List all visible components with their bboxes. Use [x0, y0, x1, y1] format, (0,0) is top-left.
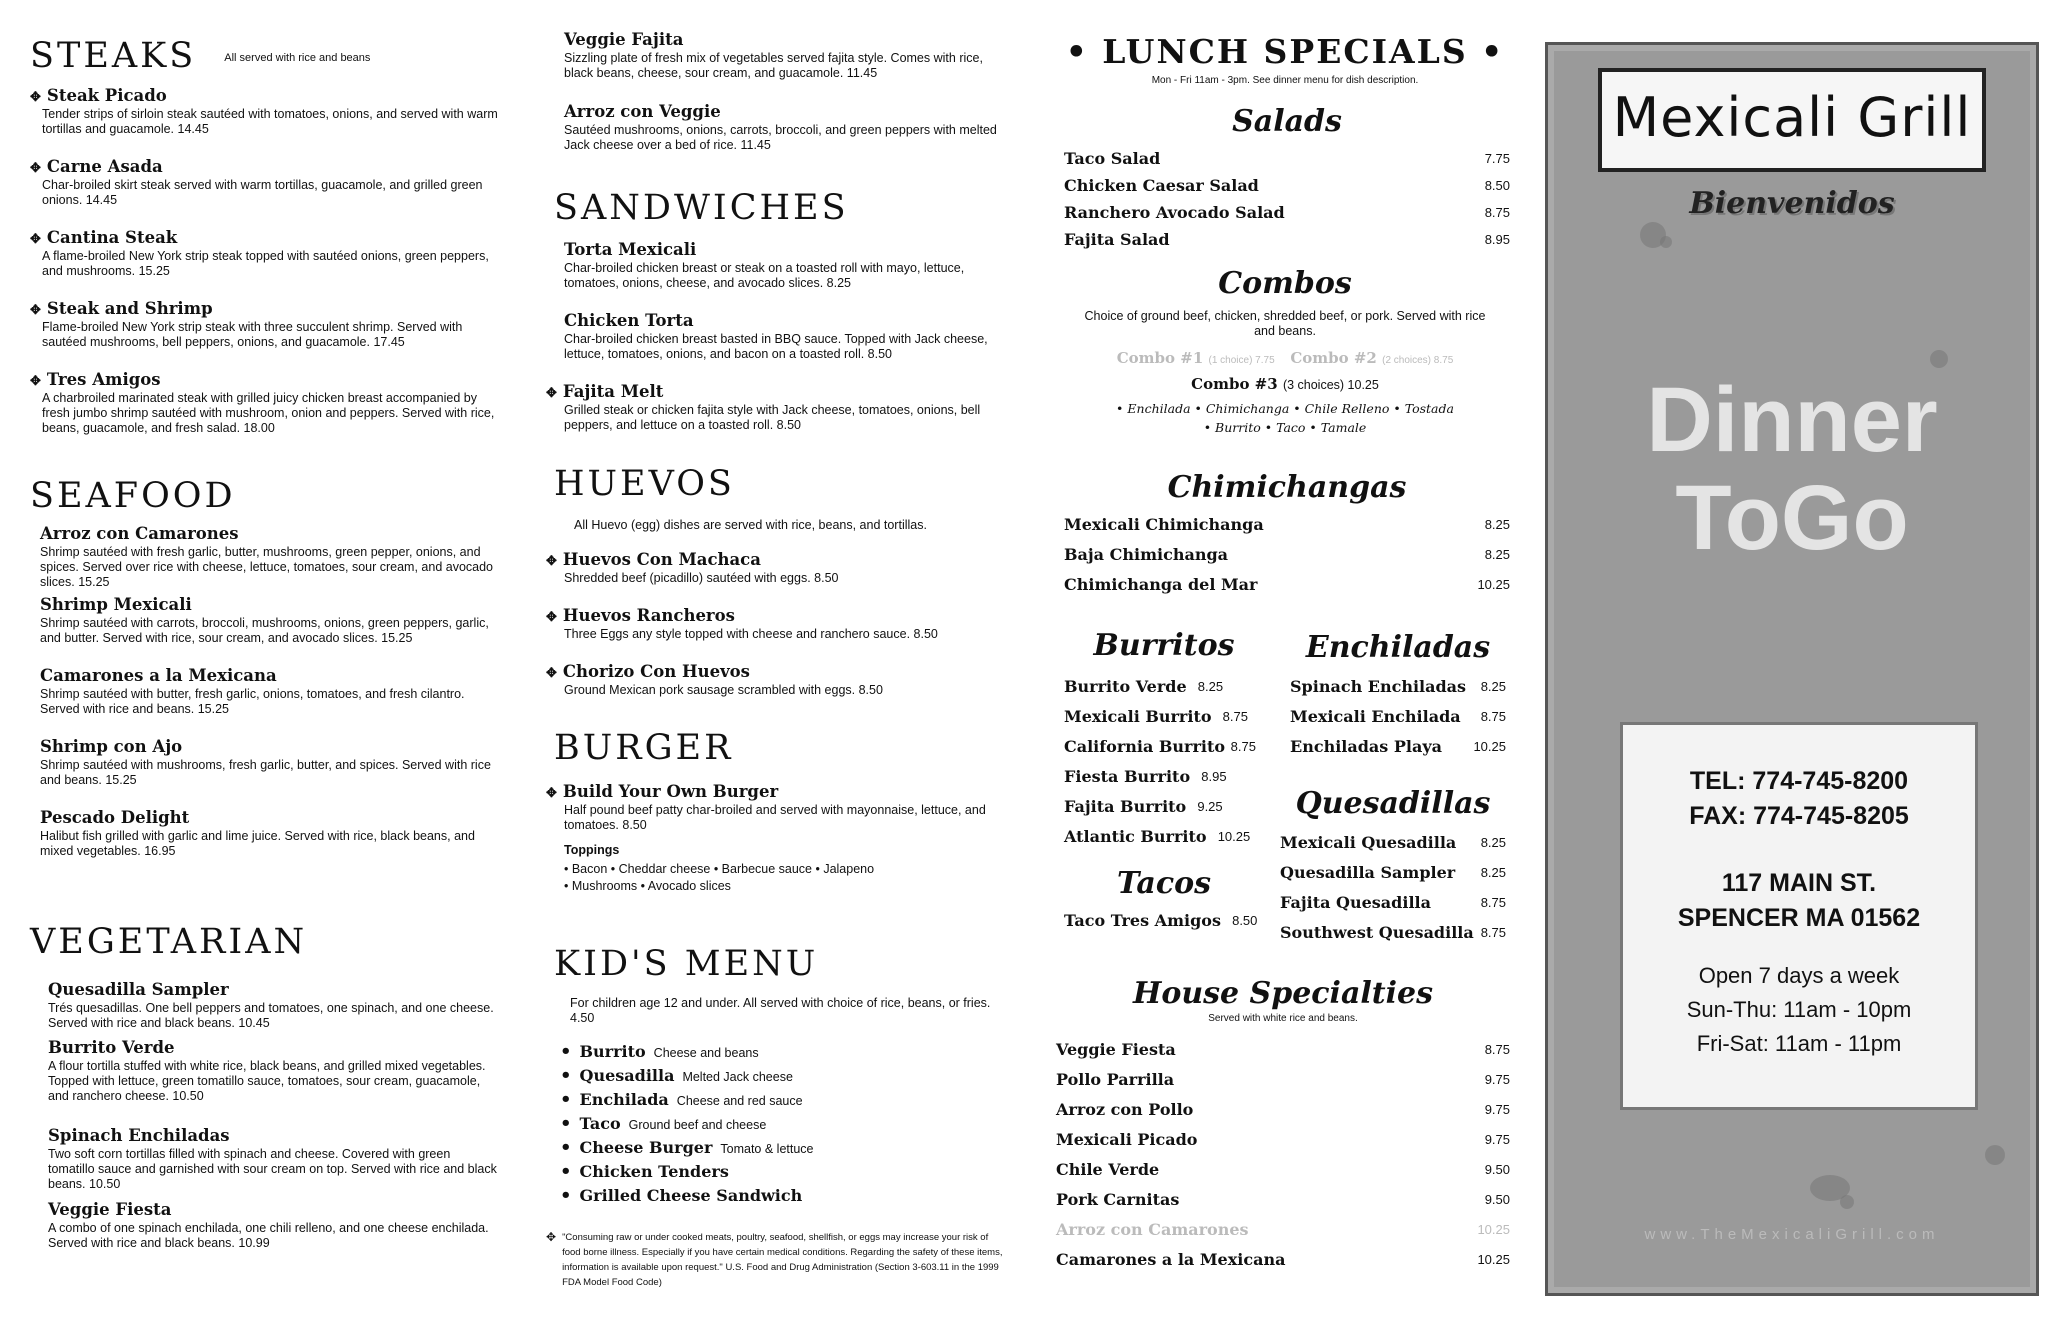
paint-splatter: [1930, 350, 1948, 368]
vegetarian-title: VEGETARIAN: [30, 922, 308, 962]
item-name: ✥ Huevos Rancheros: [546, 606, 735, 625]
address-line: SPENCER MA 01562: [1677, 904, 1921, 932]
price-row: Mexicali Burrito 8.75: [1064, 706, 1248, 726]
enchiladas-list: [1290, 671, 1506, 761]
item-name: Torta Mexicali: [564, 240, 697, 259]
enchiladas-title: Enchiladas: [1305, 630, 1491, 665]
price-row: Baja Chimichanga 8.25: [1064, 544, 1510, 564]
combos-title: Combos: [1218, 266, 1352, 301]
item-desc: Ground Mexican pork sausage scrambled with eggs. 8.50: [564, 683, 883, 697]
burritos-title: Burritos: [1093, 628, 1235, 663]
item-desc: Shredded beef (picadillo) sautéed with eggs. 8.50: [564, 571, 839, 585]
steaks-section: [30, 36, 500, 76]
price-row: Mexicali Picado 9.75: [1056, 1129, 1510, 1149]
welcome-text: Bienvenidos: [1689, 186, 1895, 221]
price-row: Chimichanga del Mar 10.25: [1064, 574, 1510, 594]
menu-item: [48, 1126, 500, 1191]
website-url: www.TheMexicaliGrill.com: [1644, 1226, 1940, 1243]
item-desc: Halibut fish grilled with garlic and lime juice. Served with rice, black beans, and mixed vegetables. 16.95: [40, 829, 475, 858]
house-list: [1056, 1034, 1510, 1274]
price-row: Taco Salad 7.75: [1064, 149, 1510, 168]
menu-item: [546, 550, 996, 594]
item-desc: Sizzling plate of fresh mix of vegetables served fajita style. Comes with rice, black beans, cheese, sour cream, and guacamole. 11.45: [564, 51, 983, 80]
combos-desc: Choice of ground beef, chicken, shredded beef, or pork. Served with rice and beans.: [1084, 309, 1486, 338]
item-name: Quesadilla Sampler: [48, 980, 229, 999]
item-desc: Trés quesadillas. One bell peppers and tomatoes, one spinach, and one cheese. Served with rice and black beans. 10.45: [48, 1001, 494, 1030]
toppings-line: • Bacon • Cheddar cheese • Barbecue sauce • Jalapeno: [564, 862, 875, 876]
fda-disclaimer: [546, 1230, 1006, 1290]
item-name: Spinach Enchiladas: [48, 1126, 230, 1145]
item-desc: Tender strips of sirloin steak sautéed with tomatoes, onions, and served with warm tortillas and guacamole. 14.45: [42, 107, 498, 136]
item-name: Veggie Fiesta: [48, 1200, 172, 1219]
lunch-header: [1060, 32, 1510, 86]
kid-item: • Taco Ground beef and cheese: [560, 1113, 767, 1134]
combos-section: [1060, 266, 1510, 435]
huevos-section: [554, 464, 1004, 547]
item-name: Chicken Torta: [564, 311, 694, 330]
item-name: ✥ Steak and Shrimp: [30, 299, 213, 318]
salads-section: [1064, 104, 1510, 253]
menu-item: [564, 311, 1014, 370]
kid-item: • Cheese Burger Tomato & lettuce: [560, 1137, 814, 1158]
menu-item: [48, 1038, 500, 1114]
menu-item: [30, 157, 500, 216]
item-name: ✥ Chorizo Con Huevos: [546, 662, 750, 681]
vegetarian-continued: [564, 30, 1014, 165]
item-desc: Shrimp sautéed with carrots, broccoli, mushrooms, onions, green peppers, garlic, and butter. Served with rice, sour cream, and avocado slices. 15.25: [40, 616, 489, 645]
kid-item: • Quesadilla Melted Jack cheese: [560, 1065, 793, 1086]
item-desc: Shrimp sautéed with mushrooms, fresh garlic, butter, and spices. Served with rice and beans. 15.25: [40, 758, 491, 787]
menu-item: [48, 980, 500, 1030]
combo-row-1: Combo #1 (1 choice) 7.75 Combo #2 (2 choices) 8.75: [1116, 349, 1454, 367]
menu-item: [564, 102, 1014, 153]
price-row: Fajita Quesadilla 8.75: [1280, 892, 1506, 912]
price-row: Fiesta Burrito 8.95: [1064, 766, 1227, 786]
salads-list: [1064, 145, 1510, 253]
vegetarian-list: [48, 980, 500, 1263]
salads-title: Salads: [1232, 104, 1342, 139]
sandwiches-section: [554, 188, 1004, 228]
kids-section: [554, 944, 1004, 1026]
steaks-list: [30, 86, 500, 448]
item-name: Burrito Verde: [48, 1038, 175, 1057]
item-name: Arroz con Veggie: [564, 102, 721, 121]
price-row: Veggie Fiesta 8.75: [1056, 1039, 1510, 1059]
price-row: Arroz con Pollo 9.75: [1056, 1099, 1510, 1119]
burger-section: [554, 728, 1004, 768]
kid-item: • Enchilada Cheese and red sauce: [560, 1089, 803, 1110]
paint-splatter: [1985, 1145, 2005, 1165]
item-desc: Two soft corn tortillas filled with spinach and cheese. Covered with green tomatillo sauce and garnished with sour cream on top. Served with rice and black beans. 10.50: [48, 1147, 497, 1191]
quesadillas-list: [1280, 827, 1506, 947]
kids-list: [560, 1040, 1010, 1208]
item-name: ✥ Fajita Melt: [546, 382, 664, 401]
price-row: Fajita Salad 8.95: [1064, 230, 1510, 249]
hours-line: Sun-Thu: 11am - 10pm: [1686, 997, 1912, 1022]
paint-splatter: [1840, 1195, 1854, 1209]
sandwiches-title: SANDWICHES: [554, 188, 849, 228]
item-desc: Three Eggs any style topped with cheese and ranchero sauce. 8.50: [564, 627, 938, 641]
price-row: Pollo Parrilla 9.75: [1056, 1069, 1510, 1089]
hours-line: Fri-Sat: 11am - 11pm: [1696, 1031, 1902, 1056]
item-desc: Flame-broiled New York strip steak with three succulent shrimp. Served with sautéed mushrooms, bell peppers, onions, and guacamole. 17.45: [42, 320, 463, 349]
price-row: Southwest Quesadilla 8.75: [1280, 922, 1506, 942]
item-name: ✥ Build Your Own Burger: [546, 782, 779, 801]
huevos-note: All Huevo (egg) dishes are served with rice, beans, and tortillas.: [574, 518, 927, 532]
dinner-heading: Dinner: [1646, 369, 1938, 471]
price-row: Arroz con Camarones 10.25: [1056, 1219, 1510, 1239]
menu-item: [30, 370, 500, 436]
kid-item: • Chicken Tenders: [560, 1161, 729, 1182]
burger-title: BURGER: [554, 728, 734, 768]
item-desc: Grilled steak or chicken fajita style with Jack cheese, tomatoes, onions, bell peppers, and lettuce on a toasted roll. 8.50: [564, 403, 981, 432]
steaks-title: STEAKS All served with rice and beans: [30, 36, 371, 76]
toppings-line: • Mushrooms • Avocado slices: [564, 879, 731, 893]
tacos-title: Tacos: [1116, 866, 1212, 901]
burritos-section: [1064, 628, 1264, 851]
huevos-list: [546, 550, 996, 710]
menu-item: [40, 666, 500, 725]
price-row: Taco Tres Amigos 8.50: [1064, 910, 1258, 930]
quesadillas-title: Quesadillas: [1295, 786, 1491, 821]
item-name: Camarones a la Mexicana: [40, 666, 277, 685]
quesadillas-section: [1280, 786, 1506, 947]
house-sub: Served with white rice and beans.: [1208, 1013, 1358, 1024]
item-name: Shrimp Mexicali: [40, 595, 192, 614]
menu-item: [40, 808, 500, 859]
tacos-section: [1064, 866, 1264, 935]
kids-title: KID'S MENU: [554, 944, 819, 984]
huevos-title: HUEVOS: [554, 464, 735, 504]
kid-item: • Grilled Cheese Sandwich: [560, 1185, 803, 1206]
price-row: Chile Verde 9.50: [1056, 1159, 1510, 1179]
item-name: ✥ Steak Picado: [30, 86, 167, 105]
combo-options: • Burrito • Taco • Tamale: [1203, 420, 1367, 435]
item-name: ✥ Tres Amigos: [30, 370, 161, 389]
menu-item: [40, 595, 500, 654]
togo-heading: ToGo: [1675, 467, 1909, 569]
price-row: Mexicali Chimichanga 8.25: [1064, 514, 1510, 534]
toppings-label: Toppings: [564, 843, 620, 857]
item-name: ✥ Cantina Steak: [30, 228, 178, 247]
item-name: ✥ Carne Asada: [30, 157, 163, 176]
chimichangas-title: Chimichangas: [1167, 470, 1407, 505]
contact-box: [1620, 722, 1978, 1110]
item-desc: Sautéed mushrooms, onions, carrots, broccoli, and green peppers with melted Jack cheese over a bed of rice. 11.45: [564, 123, 997, 152]
item-desc: Shrimp sautéed with fresh garlic, butter, mushrooms, green pepper, onions, and spices. Served over rice with cheese, lettuce, tomatoes, sour cream, and avocado slices. 15.25: [40, 545, 494, 589]
restaurant-logo: Mexicali Grill: [1598, 68, 1986, 172]
enchiladas-section: [1290, 630, 1506, 761]
price-row: Atlantic Burrito 10.25: [1064, 826, 1251, 846]
paint-splatter: [1660, 236, 1672, 248]
menu-item: [546, 606, 996, 650]
item-name: ✥ Huevos Con Machaca: [546, 550, 761, 569]
price-row: Chicken Caesar Salad 8.50: [1064, 176, 1510, 195]
menu-item: [564, 30, 1014, 90]
combo-options: • Enchilada • Chimichanga • Chile Relleno • Tostada: [1116, 401, 1454, 416]
price-row: Quesadilla Sampler 8.25: [1280, 862, 1506, 882]
menu-item: [30, 228, 500, 287]
chimichangas-section: [1064, 470, 1510, 599]
price-row: Mexicali Quesadilla 8.25: [1280, 832, 1506, 852]
item-name: Veggie Fajita: [564, 30, 684, 49]
price-row: Burrito Verde 8.25: [1064, 676, 1224, 696]
hours-line: Open 7 days a week: [1698, 963, 1900, 988]
menu-item: [48, 1200, 500, 1251]
fax-number: FAX: 774-745-8205: [1689, 802, 1909, 830]
combo-row-3: Combo #3 (3 choices) 10.25: [1191, 375, 1379, 393]
price-row: Spinach Enchiladas 8.25: [1290, 676, 1506, 696]
lunch-sub: Mon - Fri 11am - 3pm. See dinner menu for dish description.: [1151, 75, 1419, 86]
menu-item: [546, 382, 1014, 433]
seafood-list: [40, 524, 500, 871]
price-row: Mexicali Enchilada 8.75: [1290, 706, 1506, 726]
price-row: Enchiladas Playa 10.25: [1290, 736, 1506, 756]
menu-item: [40, 737, 500, 796]
price-row: Fajita Burrito 9.25: [1064, 796, 1223, 816]
chimi-list: [1064, 509, 1510, 599]
price-row: Camarones a la Mexicana 10.25: [1056, 1249, 1510, 1269]
item-desc: A flour tortilla stuffed with white rice, black beans, and grilled mixed vegetables. Topped with lettuce, green tomatillo sauce, tomatoes, sour cream, guacamole, and ranchero cheese. 10.50: [48, 1059, 486, 1103]
item-name: Shrimp con Ajo: [40, 737, 183, 756]
item-desc: Shrimp sautéed with butter, fresh garlic, onions, tomatoes, and fresh cilantro. Served with rice and beans. 15.25: [40, 687, 465, 716]
item-desc: A combo of one spinach enchilada, one chili relleno, and one cheese enchilada. Served with rice and black beans. 10.99: [48, 1221, 489, 1250]
disclaimer-icon: ✥: [546, 1230, 557, 1244]
steaks-note: All served with rice and beans: [224, 51, 371, 64]
lunch-title: • LUNCH SPECIALS •: [1065, 32, 1505, 71]
menu-item: [30, 299, 500, 358]
menu-item: [546, 662, 996, 698]
burritos-list: [1064, 671, 1264, 851]
item-desc: Half pound beef patty char-broiled and served with mayonnaise, lettuce, and tomatoes. 8.50: [564, 803, 986, 832]
menu-item: [30, 86, 500, 145]
phone-number: TEL: 774-745-8200: [1689, 767, 1909, 795]
price-row: Ranchero Avocado Salad 8.75: [1064, 203, 1510, 222]
item-desc: A flame-broiled New York strip steak topped with sautéed onions, green peppers, and mushrooms. 15.25: [42, 249, 489, 278]
burger-item: [546, 782, 996, 894]
price-row: California Burrito 8.75: [1064, 736, 1256, 756]
seafood-section: [30, 476, 500, 516]
item-name: Pescado Delight: [40, 808, 190, 827]
seafood-title: SEAFOOD: [30, 476, 236, 516]
house-title: House Specialties: [1132, 976, 1434, 1011]
menu-item: [40, 524, 500, 589]
sandwiches-list: [546, 240, 1014, 445]
item-desc: Char-broiled chicken breast or steak on a toasted roll with mayo, lettuce, tomatoes, onions, cheese, and avocado slices. 8.25: [564, 261, 965, 290]
vegetarian-section: [30, 922, 500, 962]
item-desc: A charbroiled marinated steak with grilled juicy chicken breast accompanied by fresh jumbo shrimp sautéed with mushroom, onion and peppers. Served with rice, beans, guacamole, and fresh salad. 18.00: [42, 391, 495, 435]
kid-item: • Burrito Cheese and beans: [560, 1041, 759, 1062]
house-specialties-section: [1056, 976, 1510, 1274]
address-line: 117 MAIN ST.: [1721, 869, 1877, 897]
item-name: Arroz con Camarones: [40, 524, 239, 543]
disclaimer-text: "Consuming raw or under cooked meats, poultry, seafood, shellfish, or eggs may increase your risk of food borne illness. Especially if you have certain medical conditions. Regarding the safety of these items, information is available upon request." U.S. Food and Drug Administration (Section 3-603.11 in the 1999 FDA Model Food Code): [562, 1232, 1003, 1288]
kids-note: For children age 12 and under. All served with choice of rice, beans, or fries. 4.50: [570, 996, 991, 1025]
menu-item: [564, 240, 1014, 299]
price-row: Pork Carnitas 9.50: [1056, 1189, 1510, 1209]
item-desc: Char-broiled skirt steak served with warm tortillas, guacamole, and grilled green onions. 14.45: [42, 178, 483, 207]
item-desc: Char-broiled chicken breast basted in BBQ sauce. Topped with Jack cheese, lettuce, tomatoes, onions, and bacon on a toasted roll. 8.50: [564, 332, 988, 361]
